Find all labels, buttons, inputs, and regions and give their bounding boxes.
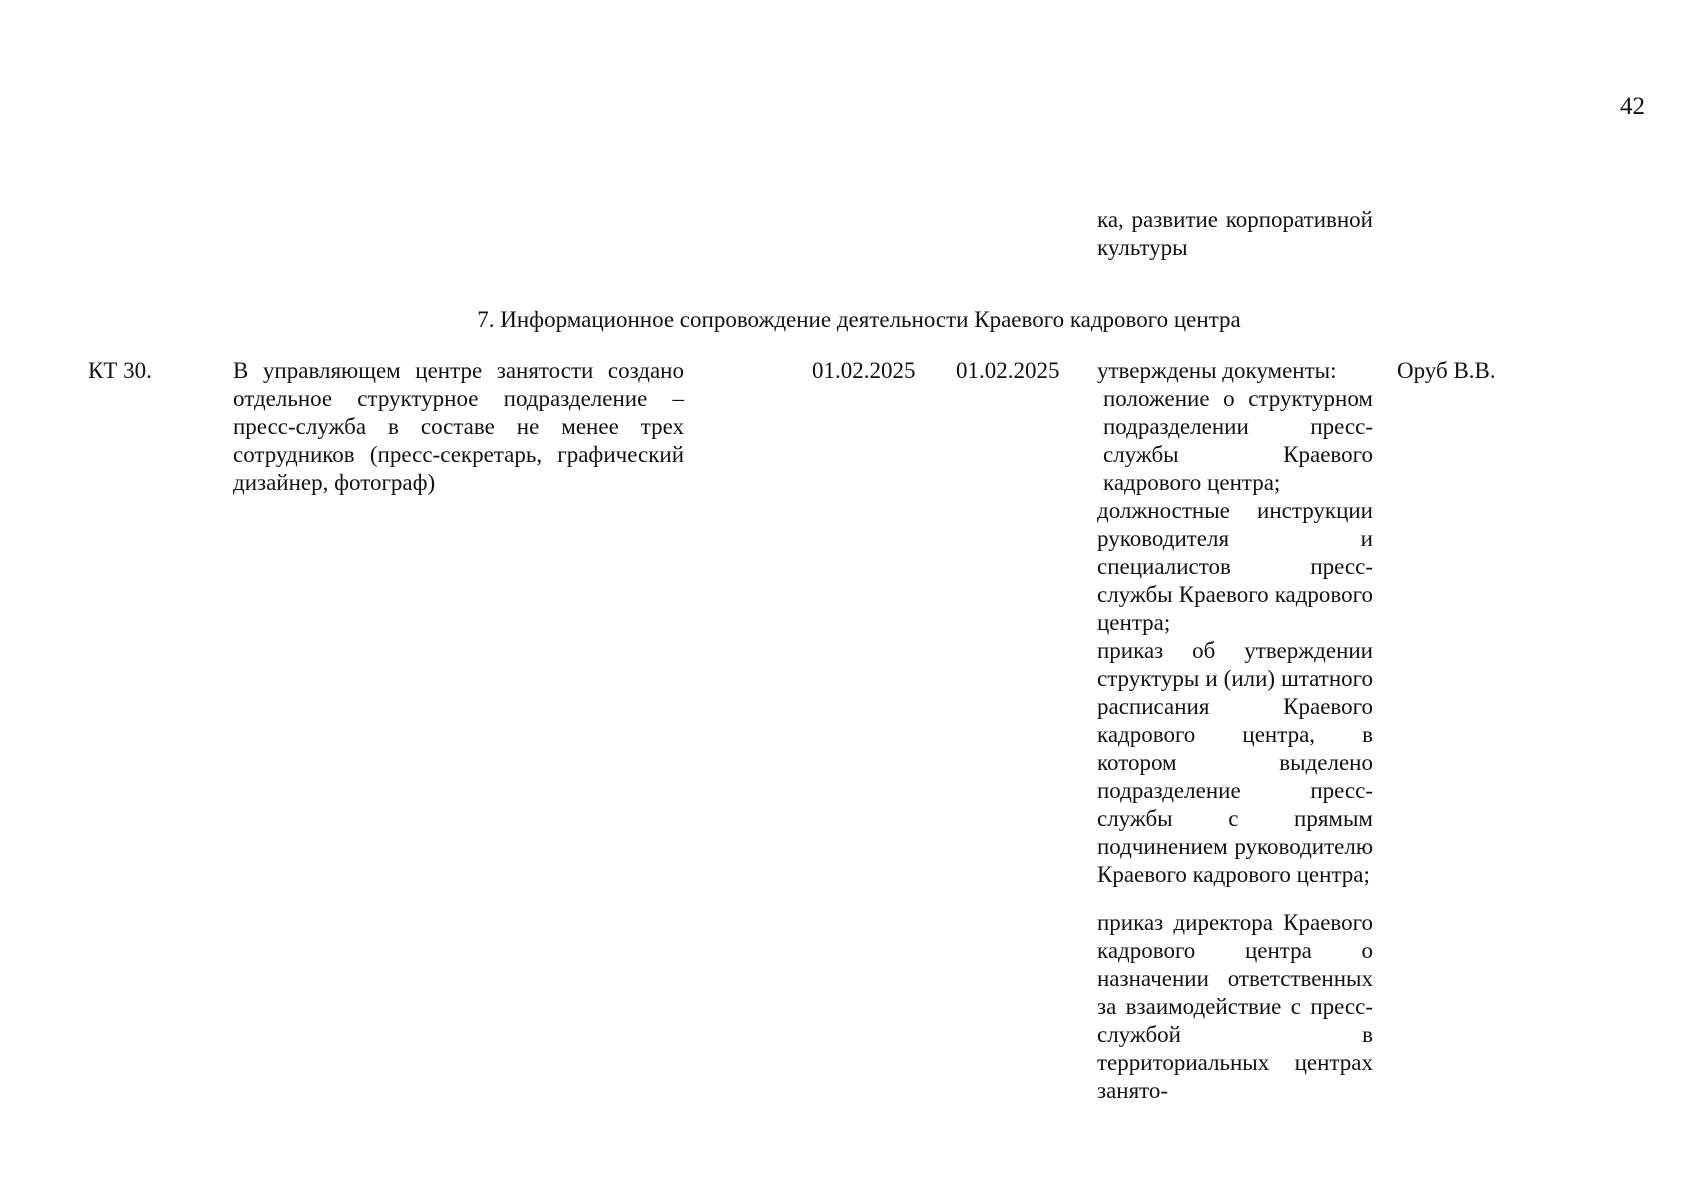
row-code: КТ 30.: [88, 358, 152, 383]
row-responsible: Оруб В.В.: [1397, 358, 1496, 383]
row-end-date: 01.02.2025: [956, 358, 1060, 383]
result-item: приказ об утверждении структуры и (или) штатного расписания Краевого кадрового центра, в котором выделено подразделение пресс-службы с прямым подчинением руководителю Краевого кадрового центра;: [1097, 638, 1373, 887]
page-number: 42: [1620, 93, 1645, 120]
row-result: [1097, 357, 1373, 1105]
result-item: положение о структурном подразделении пресс-службы Краевого кадрового центра;: [1103, 386, 1373, 495]
result-item: приказ директора Краевого кадрового центра о назначении ответственных за взаимодействие с пресс-службой в территориальных центрах занято-: [1097, 910, 1373, 1103]
row-start-date: 01.02.2025: [812, 358, 916, 383]
result-item: должностные инструкции руководителя и специалистов пресс-службы Краевого кадрового центра;: [1097, 498, 1373, 635]
carry-over-text: ка, развитие корпоративной культуры: [1097, 207, 1373, 260]
section-heading: 7. Информационное сопровождение деятельности Краевого кадрового центра: [477, 307, 1241, 332]
row-description: В управляющем центре занятости создано отдельное структурное подразделение – пресс-служба в составе не менее трех сотрудников (пресс-секретарь, графический дизайнер, фотограф): [233, 358, 684, 495]
result-intro: утверждены документы:: [1097, 358, 1337, 383]
